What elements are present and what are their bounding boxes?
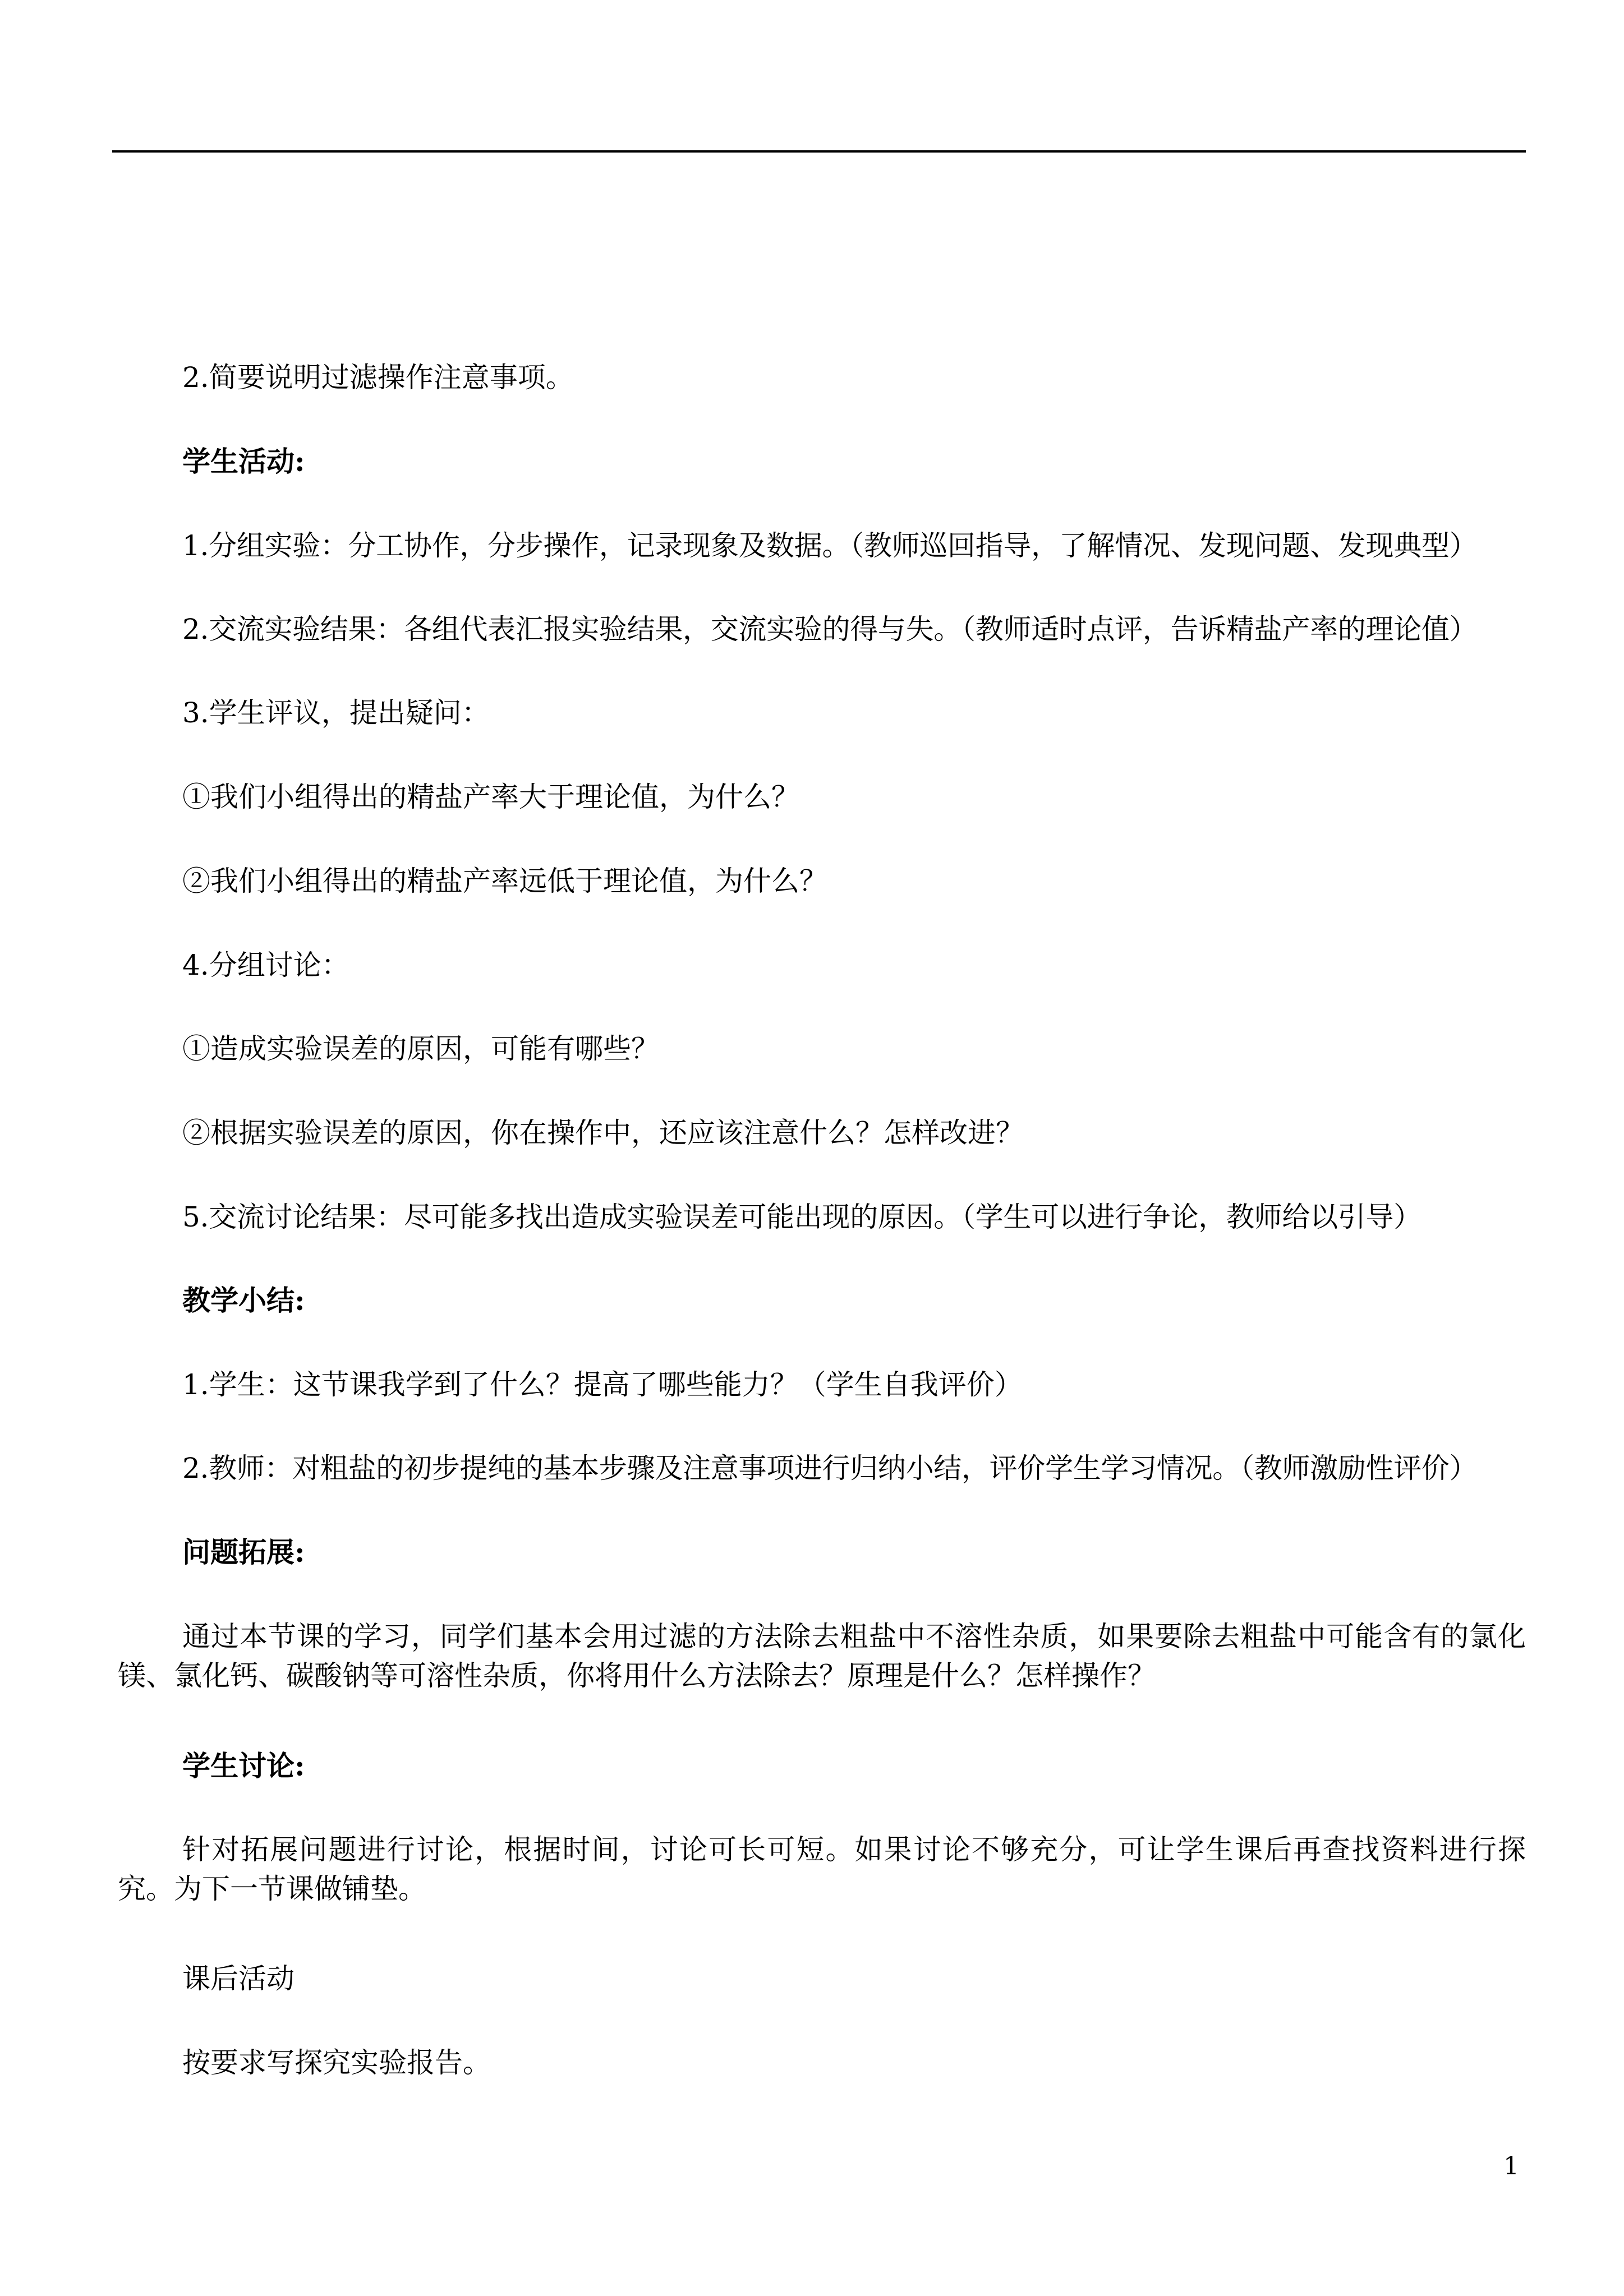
text-line: 2.教师：对粗盐的初步提纯的基本步骤及注意事项进行归纳小结，评价学生学习情况。（教师激励性评价） bbox=[182, 1452, 1478, 1484]
text-line: 按要求写探究实验报告。 bbox=[182, 2046, 491, 2079]
text-line: 4.分组讨论： bbox=[182, 949, 349, 981]
section-heading-summary: 教学小结: bbox=[182, 1284, 305, 1317]
section-heading-extension: 问题拓展: bbox=[182, 1536, 305, 1569]
text-line: 3.学生评议，提出疑问： bbox=[182, 697, 490, 729]
text-line: 1.分组实验：分工协作，分步操作，记录现象及数据。（教师巡回指导，了解情况、发现问题、发现典型） bbox=[182, 529, 1478, 562]
header-rule bbox=[112, 150, 1526, 153]
page-number: 1 bbox=[1503, 2152, 1519, 2180]
text-line: 5.交流讨论结果：尽可能多找出造成实验误差可能出现的原因。（学生可以进行争论，教师给以引导） bbox=[182, 1201, 1421, 1233]
text-line: ②我们小组得出的精盐产率远低于理论值，为什么？ bbox=[182, 865, 827, 897]
text-line: 1.学生：这节课我学到了什么？提高了哪些能力？（学生自我评价） bbox=[182, 1368, 1023, 1401]
section-heading-student-activity: 学生活动: bbox=[182, 445, 305, 478]
section-heading-discussion: 学生讨论: bbox=[182, 1749, 305, 1782]
paragraph-discussion: 针对拓展问题进行讨论，根据时间，讨论可长可短。如果讨论不够充分，可让学生课后再查找资料进行探究。为下一节课做铺垫。 bbox=[118, 1833, 1526, 1905]
text-line: ①我们小组得出的精盐产率大于理论值，为什么？ bbox=[182, 781, 799, 813]
text-line: ②根据实验误差的原因，你在操作中，还应该注意什么？怎样改进？ bbox=[182, 1117, 1024, 1149]
paragraph-extension: 通过本节课的学习，同学们基本会用过滤的方法除去粗盐中不溶性杂质，如果要除去粗盐中可能含有的氯化镁、氯化钙、碳酸钠等可溶性杂质，你将用什么方法除去？原理是什么？怎样操作？ bbox=[118, 1620, 1526, 1692]
text-line: 2.简要说明过滤操作注意事项。 bbox=[182, 361, 574, 394]
text-line: 课后活动 bbox=[182, 1962, 295, 1995]
text-line: ①造成实验误差的原因，可能有哪些？ bbox=[182, 1032, 659, 1065]
text-line: 2.交流实验结果：各组代表汇报实验结果，交流实验的得与失。（教师适时点评，告诉精盐产率的理论值） bbox=[182, 613, 1478, 646]
